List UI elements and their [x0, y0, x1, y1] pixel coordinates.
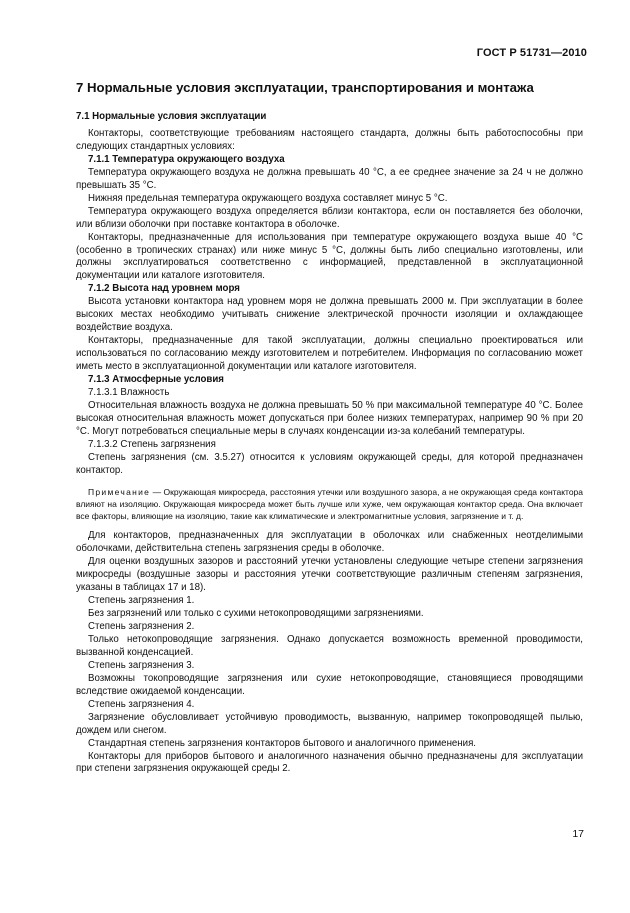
paragraph: Для контакторов, предназначенных для эксплуатации в оболочках или снабженных неотделимыми оболочками, действительна степень загрязнения среды в оболочке.: [76, 530, 583, 555]
pollution-degree-3-title: Степень загрязнения 3.: [88, 659, 195, 671]
section-title: 7 Нормальные условия эксплуатации, транспортирования и монтажа: [76, 80, 534, 95]
paragraph: Контакторы, предназначенные для использования при температуре окружающего воздуха выше 40 °С (особенно в тропических странах) или ниже минус 5 °С, должны быть либо специально изготовлены, или должны эксплуатироваться соответственно с информацией, представленной в эксплуатационной документации или каталоге изготовителя.: [76, 231, 583, 282]
paragraph: Нижняя предельная температура окружающего воздуха составляет минус 5 °С.: [88, 192, 448, 204]
paragraph: Степень загрязнения (см. 3.5.27) относится к условиям окружающей среды, для которой предназначен контактор.: [76, 451, 583, 476]
note-label: Примечание: [88, 486, 151, 497]
pollution-degree-1-title: Степень загрязнения 1.: [88, 595, 195, 607]
subsection-title-7-1: 7.1 Нормальные условия эксплуатации: [76, 111, 267, 122]
subsection-title-7-1-1: 7.1.1 Температура окружающего воздуха: [88, 153, 285, 165]
paragraph: Относительная влажность воздуха не должна превышать 50 % при максимальной температуре 40 °С. Более высокая относительная влажность может допускаться при более низких температурах, например 90 % при 20 °С. Могут потребоваться специальные меры в случаях конденсации из-за колебаний температуры.: [76, 399, 583, 437]
paragraph: Стандартная степень загрязнения контакторов бытового и аналогичного применения.: [88, 737, 477, 749]
standard-designation: ГОСТ Р 51731—2010: [476, 47, 587, 59]
note: [76, 486, 583, 523]
paragraph: Высота установки контактора над уровнем моря не должна превышать 2000 м. При эксплуатации в более высоких местах необходимо учитывать снижение электрической прочности изоляции и охлаждающее воздействие воздуха.: [76, 296, 583, 334]
pollution-degree-2-text: Только нетокопроводящие загрязнения. Однако допускается возможность временной проводимости, вызванной конденсацией.: [76, 633, 583, 658]
paragraph: Контакторы, соответствующие требованиям настоящего стандарта, должны быть работоспособны при следующих стандартных условиях:: [76, 127, 583, 152]
paragraph: Контакторы для приборов бытового и аналогичного назначения обычно предназначены для эксплуатации при степени загрязнения окружающей среды 2.: [76, 750, 583, 775]
subsection-title-7-1-3: 7.1.3 Атмосферные условия: [88, 374, 224, 386]
note-text: — Окружающая микросреда, расстояния утечки или воздушного зазора, а не окружающая среда контактора влияют на изоляцию. Окружающая микросреда может быть лучше или хуже, чем окружающая контактор среда. Она включает все факторы, влияющие на изоляцию, такие как климатические и электромагнитные условия, загрязнение и т. д.: [76, 486, 583, 522]
subsection-title-7-1-2: 7.1.2 Высота над уровнем моря: [88, 283, 240, 295]
body-text: [76, 106, 583, 776]
paragraph: Температура окружающего воздуха не должна превышать 40 °С, а ее среднее значение за 24 ч не должно превышать 35 °С.: [76, 166, 583, 191]
pollution-degree-3-text: Возможны токопроводящие загрязнения или сухие нетокопроводящие, становящиеся проводящими вследствие ожидаемой конденсации.: [76, 672, 583, 697]
paragraph: Для оценки воздушных зазоров и расстояний утечки установлены следующие четыре степени загрязнения микросреды (воздушные зазоры и расстояния утечки соответствующие различным степеням загрязнения, указаны в таблицах 17 и 18).: [76, 556, 583, 594]
pollution-degree-4-title: Степень загрязнения 4.: [88, 698, 195, 710]
paragraph: Температура окружающего воздуха определяется вблизи контактора, если он поставляется без оболочки, или вблизи оболочки при поставке контактора в оболочке.: [76, 205, 583, 230]
pollution-degree-4-text: Загрязнение обусловливает устойчивую проводимость, вызванную, например токопроводящей пылью, дождем или снегом.: [76, 711, 583, 736]
pollution-degree-2-title: Степень загрязнения 2.: [88, 620, 195, 632]
subsection-title-7-1-3-2: 7.1.3.2 Степень загрязнения: [88, 438, 216, 450]
page-number: 17: [572, 828, 584, 840]
subsection-title-7-1-3-1: 7.1.3.1 Влажность: [88, 387, 170, 399]
paragraph: Контакторы, предназначенные для такой эксплуатации, должны специально проектироваться или использоваться по согласованию между изготовителем и потребителем. Информация по согласованию может иметь место в эксплуатационной документации или каталоге изготовителя.: [76, 335, 583, 373]
pollution-degree-1-text: Без загрязнений или только с сухими нетокопроводящими загрязнениями.: [88, 608, 424, 620]
